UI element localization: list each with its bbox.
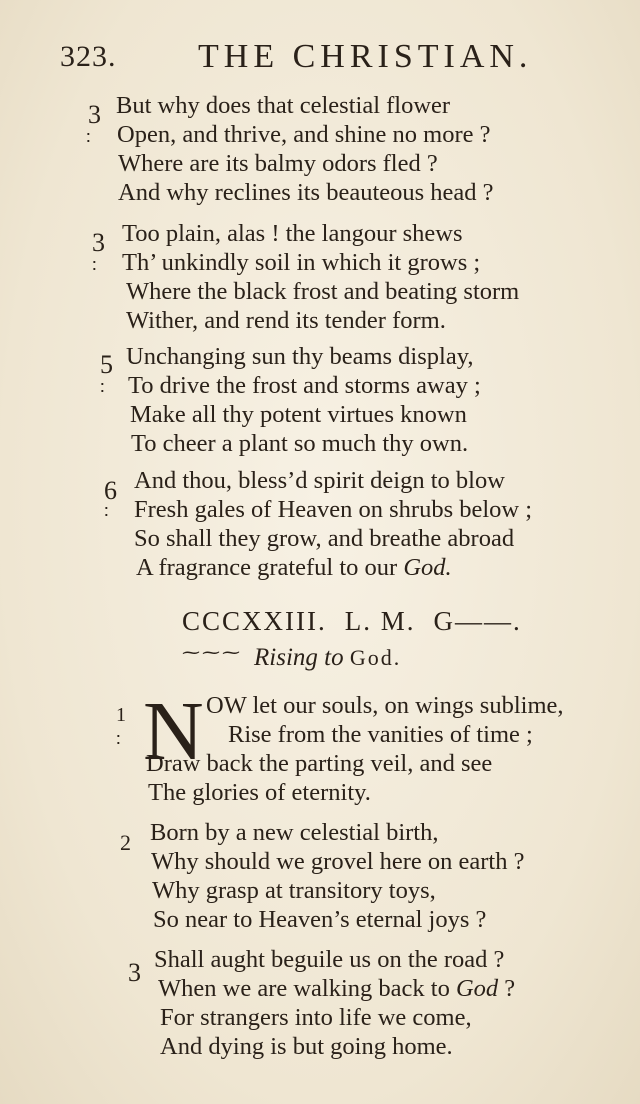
verse-line: And thou, bless’d spirit deign to blow [134,467,505,494]
hymn-meter: L. M. [344,606,416,636]
drop-cap: N [143,685,204,778]
stanza-number: 5 [100,350,113,379]
hymn-heading [182,606,540,637]
verse-line: So near to Heaven’s eternal joys ? [153,906,487,933]
verse-line: OW let our souls, on wings sublime, [206,692,564,719]
verse-line: Rise from the vanities of time ; [228,721,533,748]
verse-line: Fresh gales of Heaven on shrubs below ; [134,496,533,523]
verse-mark: ∶ [100,378,105,398]
verse-mark: ∶ [104,502,109,522]
italic-word: God [455,975,499,1002]
verse-mark: ∶ [86,128,91,148]
verse-line: So shall they grow, and breathe abroad [134,525,515,552]
page-number: 323. [60,40,117,73]
stanza-number: 6 [104,476,117,505]
stanza-number: 2 [120,830,131,855]
verse-line: To drive the frost and storms away ; [128,372,481,399]
verse-mark: ∶ [92,256,97,276]
verse-line: But why does that celestial flower [116,92,451,119]
verse-line: Where the black frost and beating storm [126,278,520,305]
verse-line: The glories of eternity. [148,779,371,806]
verse-mark: ∶ [116,730,121,750]
verse-line-closing [136,556,452,581]
verse-line-god [158,977,515,1002]
stanza-number: 3 [128,958,141,987]
hymn-author: G——. [433,606,522,636]
italic-word: God. [403,554,452,581]
verse-line: Wither, and rend its tender form. [126,307,446,334]
stanza-number: 3 [88,100,101,129]
hymn-subtitle [254,644,401,672]
verse-line: Too plain, alas ! the langour shews [122,220,463,247]
verse-line: Make all thy potent virtues known [130,401,467,428]
verse-line: For strangers into life we come, [160,1004,472,1031]
verse-line: Draw back the parting veil, and see [146,750,493,777]
verse-line: Why grasp at transitory toys, [152,877,436,904]
subtitle-italic: Rising to [254,644,350,671]
verse-line: To cheer a plant so much thy own. [131,430,469,457]
running-title: THE CHRISTIAN. [198,38,533,75]
verse-line: Th’ unkindly soil in which it grows ; [122,249,481,276]
running-header [0,34,640,80]
verse-text: ? [498,975,516,1002]
stanza-number: 1 [116,704,126,726]
verse-line: And why reclines its beauteous head ? [118,179,494,206]
stanza-number: 3 [92,228,105,257]
ornament-rule: ⁓⁓⁓ [182,642,242,662]
verse-line: Where are its balmy odors fled ? [118,150,438,177]
verse-line: Born by a new celestial birth, [150,819,439,846]
subtitle-caps: God. [349,645,402,670]
verse-text: When we are walking back to [158,975,456,1002]
verse-line: Shall aught beguile us on the road ? [154,946,505,973]
verse-line: And dying is but going home. [160,1033,453,1060]
verse-line: Why should we grovel here on earth ? [151,848,525,875]
verse-line: Open, and thrive, and shine no more ? [117,121,491,148]
hymn-number: CCCXXIII. [182,606,327,636]
verse-text: A fragrance grateful to our [136,554,404,581]
verse-line: Unchanging sun thy beams display, [126,343,474,370]
